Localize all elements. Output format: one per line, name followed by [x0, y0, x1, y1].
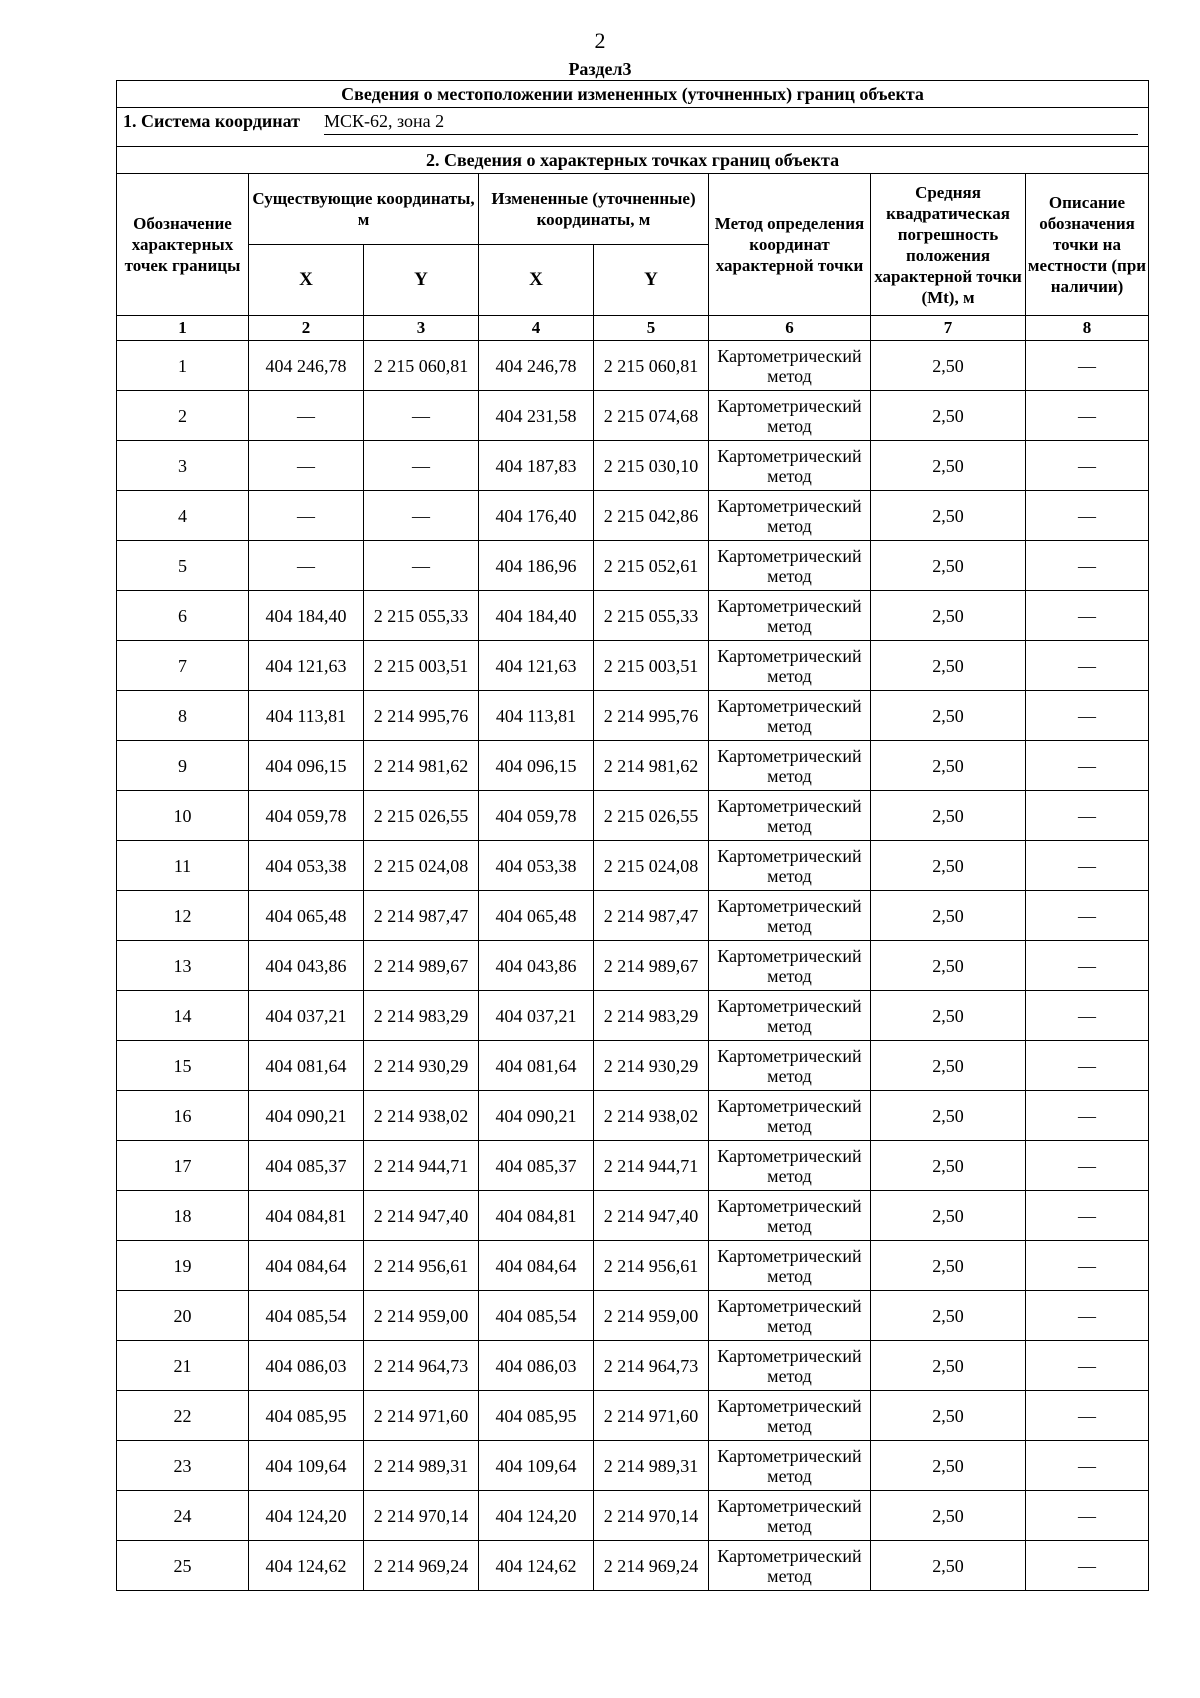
changed-y-cell: 2 215 074,68	[594, 391, 709, 441]
error-cell: 2,50	[871, 691, 1026, 741]
table-row	[117, 941, 1149, 991]
existing-y-cell: 2 214 959,00	[364, 1291, 479, 1341]
changed-x-cell: 404 081,64	[479, 1041, 594, 1091]
description-cell: —	[1026, 641, 1149, 691]
changed-x-cell: 404 096,15	[479, 741, 594, 791]
description-cell: —	[1026, 341, 1149, 391]
changed-y-cell: 2 215 024,08	[594, 841, 709, 891]
existing-y-cell: 2 214 969,24	[364, 1541, 479, 1591]
method-cell: Картометрический метод	[709, 1341, 871, 1391]
changed-y-cell: 2 214 970,14	[594, 1491, 709, 1541]
coordinate-system-row	[117, 108, 1149, 147]
changed-y-cell: 2 214 981,62	[594, 741, 709, 791]
existing-y-cell: 2 214 995,76	[364, 691, 479, 741]
method-cell: Картометрический метод	[709, 1191, 871, 1241]
description-cell: —	[1026, 841, 1149, 891]
point-number-cell: 16	[117, 1091, 249, 1141]
existing-x-cell: 404 246,78	[249, 341, 364, 391]
changed-x-cell: 404 086,03	[479, 1341, 594, 1391]
existing-y-cell: 2 214 938,02	[364, 1091, 479, 1141]
existing-y-cell: —	[364, 491, 479, 541]
table-row	[117, 1341, 1149, 1391]
table-row	[117, 841, 1149, 891]
existing-y-cell: 2 215 055,33	[364, 591, 479, 641]
method-cell: Картометрический метод	[709, 641, 871, 691]
points-body	[117, 341, 1149, 1591]
method-cell: Картометрический метод	[709, 1241, 871, 1291]
changed-x-cell: 404 085,95	[479, 1391, 594, 1441]
error-cell: 2,50	[871, 1491, 1026, 1541]
existing-x-cell: 404 085,95	[249, 1391, 364, 1441]
section-title: Раздел3	[568, 59, 632, 79]
column-number: 7	[871, 316, 1026, 341]
error-cell: 2,50	[871, 491, 1026, 541]
existing-x-cell: —	[249, 441, 364, 491]
changed-y-cell: 2 214 956,61	[594, 1241, 709, 1291]
existing-y-cell: —	[364, 391, 479, 441]
error-cell: 2,50	[871, 1341, 1026, 1391]
point-number-cell: 6	[117, 591, 249, 641]
changed-x-cell: 404 186,96	[479, 541, 594, 591]
point-number-cell: 21	[117, 1341, 249, 1391]
point-number-cell: 25	[117, 1541, 249, 1591]
changed-x-cell: 404 043,86	[479, 941, 594, 991]
description-cell: —	[1026, 1041, 1149, 1091]
changed-y-cell: 2 214 959,00	[594, 1291, 709, 1341]
column-number: 6	[709, 316, 871, 341]
method-cell: Картометрический метод	[709, 1141, 871, 1191]
page-number: 2	[594, 28, 606, 53]
error-cell: 2,50	[871, 891, 1026, 941]
method-cell: Картометрический метод	[709, 441, 871, 491]
changed-x-cell: 404 184,40	[479, 591, 594, 641]
method-cell: Картометрический метод	[709, 1541, 871, 1591]
existing-x-cell: 404 109,64	[249, 1441, 364, 1491]
point-number-cell: 15	[117, 1041, 249, 1091]
header-method: Метод определения координат характерной точки	[709, 174, 871, 316]
error-cell: 2,50	[871, 741, 1026, 791]
column-number: 4	[479, 316, 594, 341]
method-cell: Картометрический метод	[709, 691, 871, 741]
table-row	[117, 791, 1149, 841]
coordinate-system-value: МСК-62, зона 2	[324, 110, 1138, 135]
table-row	[117, 991, 1149, 1041]
changed-x-cell: 404 124,20	[479, 1491, 594, 1541]
description-cell: —	[1026, 1141, 1149, 1191]
method-cell: Картометрический метод	[709, 1441, 871, 1491]
method-cell: Картометрический метод	[709, 491, 871, 541]
method-cell: Картометрический метод	[709, 591, 871, 641]
error-cell: 2,50	[871, 1441, 1026, 1491]
changed-y-cell: 2 215 042,86	[594, 491, 709, 541]
changed-x-cell: 404 121,63	[479, 641, 594, 691]
description-cell: —	[1026, 791, 1149, 841]
table-row	[117, 341, 1149, 391]
changed-x-cell: 404 037,21	[479, 991, 594, 1041]
method-cell: Картометрический метод	[709, 341, 871, 391]
changed-y-cell: 2 215 052,61	[594, 541, 709, 591]
points-title: 2. Сведения о характерных точках границ объекта	[117, 147, 1149, 174]
method-cell: Картометрический метод	[709, 1041, 871, 1091]
table-row	[117, 1441, 1149, 1491]
changed-y-cell: 2 214 930,29	[594, 1041, 709, 1091]
error-cell: 2,50	[871, 541, 1026, 591]
description-cell: —	[1026, 1241, 1149, 1291]
changed-y-cell: 2 214 987,47	[594, 891, 709, 941]
existing-x-cell: —	[249, 541, 364, 591]
column-number: 2	[249, 316, 364, 341]
point-number-cell: 10	[117, 791, 249, 841]
column-number: 5	[594, 316, 709, 341]
point-number-cell: 9	[117, 741, 249, 791]
existing-x-cell: 404 043,86	[249, 941, 364, 991]
existing-x-cell: 404 124,62	[249, 1541, 364, 1591]
description-cell: —	[1026, 1541, 1149, 1591]
description-cell: —	[1026, 1191, 1149, 1241]
existing-y-cell: —	[364, 441, 479, 491]
existing-x-cell: 404 059,78	[249, 791, 364, 841]
changed-x-cell: 404 085,54	[479, 1291, 594, 1341]
header-existing-y: Y	[364, 245, 479, 316]
description-cell: —	[1026, 1441, 1149, 1491]
changed-x-cell: 404 187,83	[479, 441, 594, 491]
method-cell: Картометрический метод	[709, 1291, 871, 1341]
changed-x-cell: 404 065,48	[479, 891, 594, 941]
method-cell: Картометрический метод	[709, 1091, 871, 1141]
existing-x-cell: 404 124,20	[249, 1491, 364, 1541]
point-number-cell: 1	[117, 341, 249, 391]
existing-x-cell: 404 113,81	[249, 691, 364, 741]
table-row	[117, 1491, 1149, 1541]
changed-x-cell: 404 084,64	[479, 1241, 594, 1291]
existing-y-cell: 2 214 944,71	[364, 1141, 479, 1191]
point-number-cell: 4	[117, 491, 249, 541]
error-cell: 2,50	[871, 641, 1026, 691]
point-number-cell: 20	[117, 1291, 249, 1341]
existing-x-cell: 404 090,21	[249, 1091, 364, 1141]
point-number-cell: 14	[117, 991, 249, 1041]
table-row	[117, 691, 1149, 741]
table-row	[117, 441, 1149, 491]
error-cell: 2,50	[871, 1241, 1026, 1291]
error-cell: 2,50	[871, 941, 1026, 991]
existing-x-cell: 404 085,37	[249, 1141, 364, 1191]
column-number: 8	[1026, 316, 1149, 341]
table-row	[117, 1291, 1149, 1341]
existing-y-cell: 2 214 981,62	[364, 741, 479, 791]
error-cell: 2,50	[871, 1141, 1026, 1191]
table-title: Сведения о местоположении измененных (уточненных) границ объекта	[117, 81, 1149, 108]
description-cell: —	[1026, 1491, 1149, 1541]
changed-y-cell: 2 215 060,81	[594, 341, 709, 391]
description-cell: —	[1026, 691, 1149, 741]
changed-y-cell: 2 214 938,02	[594, 1091, 709, 1141]
existing-x-cell: 404 053,38	[249, 841, 364, 891]
existing-y-cell: 2 214 987,47	[364, 891, 479, 941]
description-cell: —	[1026, 391, 1149, 441]
description-cell: —	[1026, 591, 1149, 641]
changed-y-cell: 2 214 969,24	[594, 1541, 709, 1591]
point-number-cell: 19	[117, 1241, 249, 1291]
point-number-cell: 24	[117, 1491, 249, 1541]
error-cell: 2,50	[871, 441, 1026, 491]
existing-y-cell: —	[364, 541, 479, 591]
method-cell: Картометрический метод	[709, 991, 871, 1041]
description-cell: —	[1026, 1391, 1149, 1441]
method-cell: Картометрический метод	[709, 841, 871, 891]
existing-x-cell: 404 121,63	[249, 641, 364, 691]
error-cell: 2,50	[871, 1291, 1026, 1341]
changed-y-cell: 2 214 983,29	[594, 991, 709, 1041]
table-row	[117, 891, 1149, 941]
table-row	[117, 1391, 1149, 1441]
description-cell: —	[1026, 1341, 1149, 1391]
description-cell: —	[1026, 741, 1149, 791]
error-cell: 2,50	[871, 1541, 1026, 1591]
changed-x-cell: 404 059,78	[479, 791, 594, 841]
changed-y-cell: 2 215 003,51	[594, 641, 709, 691]
changed-y-cell: 2 214 947,40	[594, 1191, 709, 1241]
method-cell: Картометрический метод	[709, 791, 871, 841]
method-cell: Картометрический метод	[709, 391, 871, 441]
method-cell: Картометрический метод	[709, 891, 871, 941]
point-number-cell: 13	[117, 941, 249, 991]
table-row	[117, 1541, 1149, 1591]
existing-y-cell: 2 214 956,61	[364, 1241, 479, 1291]
error-cell: 2,50	[871, 791, 1026, 841]
method-cell: Картометрический метод	[709, 1391, 871, 1441]
changed-x-cell: 404 085,37	[479, 1141, 594, 1191]
existing-x-cell: 404 096,15	[249, 741, 364, 791]
existing-x-cell: 404 085,54	[249, 1291, 364, 1341]
point-number-cell: 8	[117, 691, 249, 741]
existing-y-cell: 2 214 989,31	[364, 1441, 479, 1491]
error-cell: 2,50	[871, 1041, 1026, 1091]
existing-x-cell: —	[249, 491, 364, 541]
point-number-cell: 11	[117, 841, 249, 891]
method-cell: Картометрический метод	[709, 541, 871, 591]
existing-y-cell: 2 214 983,29	[364, 991, 479, 1041]
description-cell: —	[1026, 1091, 1149, 1141]
error-cell: 2,50	[871, 991, 1026, 1041]
existing-y-cell: 2 214 971,60	[364, 1391, 479, 1441]
header-existing: Существующие координаты, м	[249, 174, 479, 245]
existing-y-cell: 2 214 989,67	[364, 941, 479, 991]
changed-y-cell: 2 215 026,55	[594, 791, 709, 841]
table-row	[117, 1241, 1149, 1291]
description-cell: —	[1026, 491, 1149, 541]
table-row	[117, 641, 1149, 691]
existing-y-cell: 2 215 060,81	[364, 341, 479, 391]
existing-x-cell: 404 184,40	[249, 591, 364, 641]
existing-x-cell: 404 086,03	[249, 1341, 364, 1391]
existing-x-cell: 404 084,64	[249, 1241, 364, 1291]
column-number: 1	[117, 316, 249, 341]
point-number-cell: 22	[117, 1391, 249, 1441]
column-number: 3	[364, 316, 479, 341]
table-row	[117, 1041, 1149, 1091]
existing-y-cell: 2 214 970,14	[364, 1491, 479, 1541]
header-error: Средняя квадратическая погрешность положения характерной точки (Mt), м	[871, 174, 1026, 316]
existing-y-cell: 2 214 947,40	[364, 1191, 479, 1241]
header-existing-x: X	[249, 245, 364, 316]
changed-x-cell: 404 053,38	[479, 841, 594, 891]
existing-y-cell: 2 214 930,29	[364, 1041, 479, 1091]
description-cell: —	[1026, 891, 1149, 941]
existing-x-cell: 404 037,21	[249, 991, 364, 1041]
method-cell: Картометрический метод	[709, 1491, 871, 1541]
header-changed: Измененные (уточненные) координаты, м	[479, 174, 709, 245]
method-cell: Картометрический метод	[709, 741, 871, 791]
point-number-cell: 5	[117, 541, 249, 591]
point-number-cell: 2	[117, 391, 249, 441]
changed-x-cell: 404 246,78	[479, 341, 594, 391]
changed-y-cell: 2 214 944,71	[594, 1141, 709, 1191]
changed-y-cell: 2 214 964,73	[594, 1341, 709, 1391]
changed-x-cell: 404 231,58	[479, 391, 594, 441]
header-changed-y: Y	[594, 245, 709, 316]
table-row	[117, 1191, 1149, 1241]
changed-x-cell: 404 113,81	[479, 691, 594, 741]
error-cell: 2,50	[871, 1391, 1026, 1441]
table-row	[117, 541, 1149, 591]
table-row	[117, 741, 1149, 791]
description-cell: —	[1026, 941, 1149, 991]
changed-y-cell: 2 214 989,67	[594, 941, 709, 991]
description-cell: —	[1026, 1291, 1149, 1341]
coordinate-system-label: 1. Система координат	[123, 111, 300, 131]
existing-y-cell: 2 215 003,51	[364, 641, 479, 691]
existing-x-cell: 404 081,64	[249, 1041, 364, 1091]
description-cell: —	[1026, 541, 1149, 591]
changed-x-cell: 404 109,64	[479, 1441, 594, 1491]
changed-y-cell: 2 215 055,33	[594, 591, 709, 641]
changed-y-cell: 2 214 971,60	[594, 1391, 709, 1441]
point-number-cell: 7	[117, 641, 249, 691]
table-row	[117, 1141, 1149, 1191]
description-cell: —	[1026, 991, 1149, 1041]
changed-x-cell: 404 084,81	[479, 1191, 594, 1241]
point-number-cell: 3	[117, 441, 249, 491]
error-cell: 2,50	[871, 391, 1026, 441]
existing-x-cell: —	[249, 391, 364, 441]
changed-y-cell: 2 215 030,10	[594, 441, 709, 491]
changed-y-cell: 2 214 989,31	[594, 1441, 709, 1491]
table-row	[117, 591, 1149, 641]
error-cell: 2,50	[871, 841, 1026, 891]
error-cell: 2,50	[871, 591, 1026, 641]
changed-y-cell: 2 214 995,76	[594, 691, 709, 741]
table-row	[117, 1091, 1149, 1141]
method-cell: Картометрический метод	[709, 941, 871, 991]
point-number-cell: 18	[117, 1191, 249, 1241]
point-number-cell: 23	[117, 1441, 249, 1491]
existing-y-cell: 2 215 024,08	[364, 841, 479, 891]
error-cell: 2,50	[871, 1091, 1026, 1141]
table-row	[117, 491, 1149, 541]
description-cell: —	[1026, 441, 1149, 491]
existing-x-cell: 404 065,48	[249, 891, 364, 941]
error-cell: 2,50	[871, 341, 1026, 391]
point-number-cell: 17	[117, 1141, 249, 1191]
point-number-cell: 12	[117, 891, 249, 941]
boundary-points-table	[116, 80, 1149, 1591]
table-row	[117, 391, 1149, 441]
existing-y-cell: 2 215 026,55	[364, 791, 479, 841]
existing-x-cell: 404 084,81	[249, 1191, 364, 1241]
existing-y-cell: 2 214 964,73	[364, 1341, 479, 1391]
error-cell: 2,50	[871, 1191, 1026, 1241]
header-description: Описание обозначения точки на местности (при наличии)	[1026, 174, 1149, 316]
header-changed-x: X	[479, 245, 594, 316]
changed-x-cell: 404 090,21	[479, 1091, 594, 1141]
changed-x-cell: 404 176,40	[479, 491, 594, 541]
changed-x-cell: 404 124,62	[479, 1541, 594, 1591]
header-designation: Обозначение характерных точек границы	[117, 174, 249, 316]
